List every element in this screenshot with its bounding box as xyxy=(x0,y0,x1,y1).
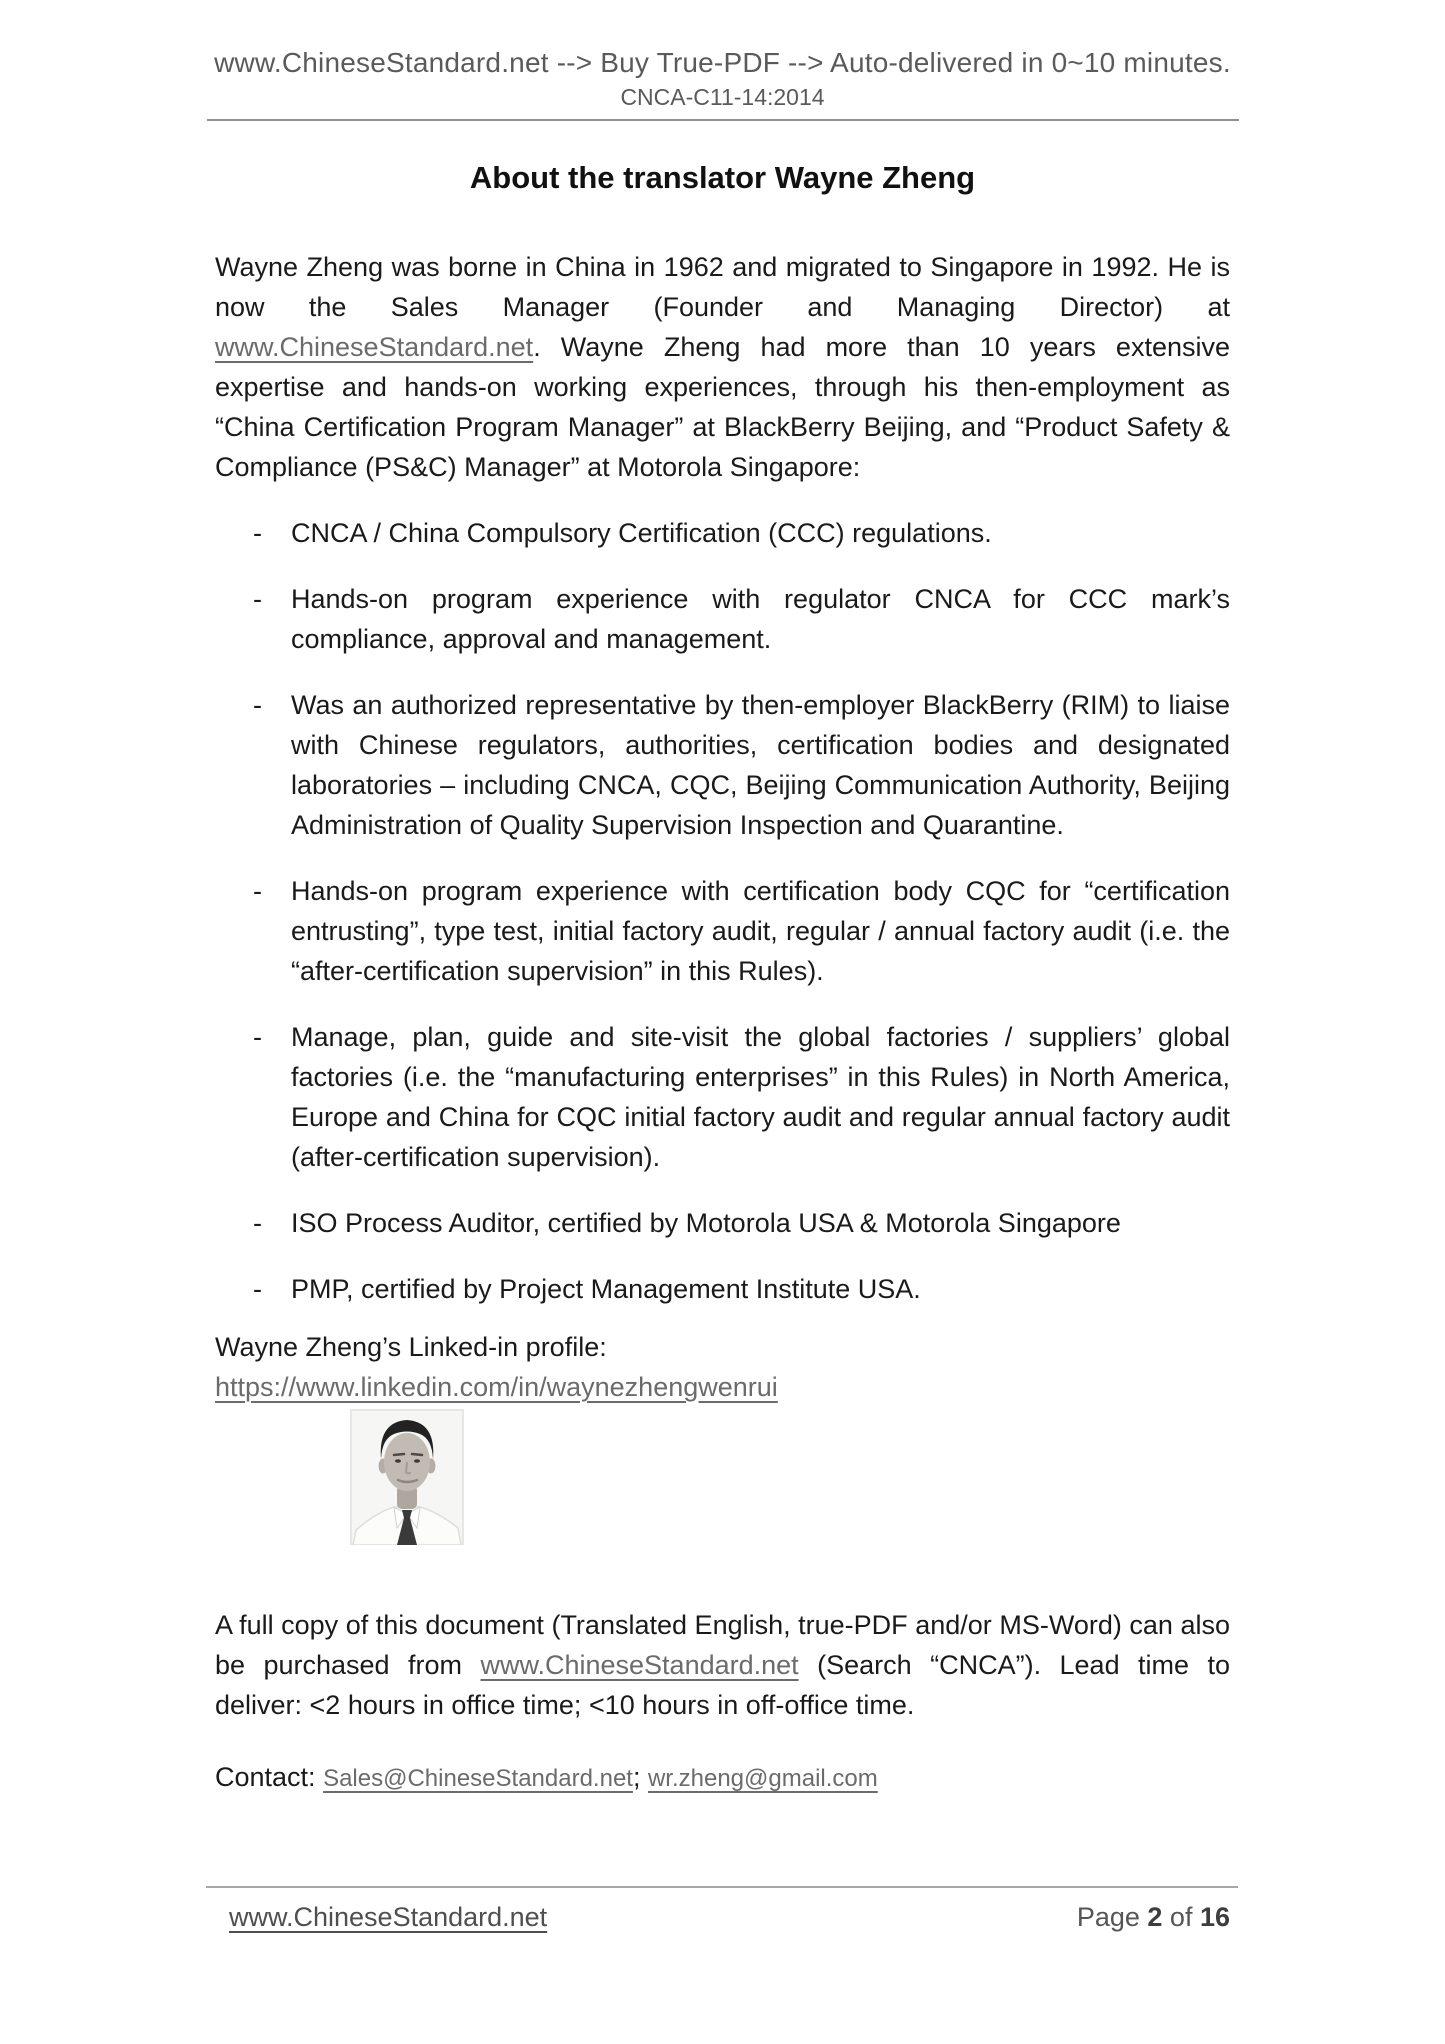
page-number xyxy=(1077,1899,1230,1935)
experience-list xyxy=(215,513,1230,1309)
page-header xyxy=(0,0,1445,121)
purchase-text-before: A full copy of this document (Translated English, true-PDF and/or MS-Word) can also be purchased from xyxy=(215,1610,1230,1680)
page-number-total: 16 xyxy=(1199,1902,1230,1932)
page-number-prefix: Page xyxy=(1076,1902,1148,1932)
list-item xyxy=(215,1269,1230,1309)
header-tagline: www.ChineseStandard.net --> Buy True-PDF --> Auto-delivered in 0~10 minutes. xyxy=(214,47,1231,78)
bullet-text: Hands-on program experience with regulator CNCA for CCC mark’s compliance, approval and management. xyxy=(291,584,1230,654)
intro-text-before: Wayne Zheng was borne in China in 1962 and migrated to Singapore in 1992. He is now the Sales Manager (Founder and Managing Director) at xyxy=(215,252,1230,322)
bullet-text: Was an authorized representative by then-employer BlackBerry (RIM) to liaise with Chinese regulators, authorities, certification bodies and designated laboratories – including CNCA, CQC, Beijing Communication Authority, Beijing Administration of Quality Supervision Inspection and Quarantine. xyxy=(291,690,1230,840)
header-doc-code: CNCA-C11-14:2014 xyxy=(620,84,825,110)
bullet-marker: - xyxy=(253,584,262,614)
bullet-marker: - xyxy=(253,1022,262,1052)
bullet-marker: - xyxy=(253,1208,262,1238)
portrait-photo xyxy=(350,1409,464,1545)
document-body xyxy=(215,159,1230,1799)
chinesestandard-link[interactable]: www.ChineseStandard.net xyxy=(215,332,534,362)
chinesestandard-link[interactable]: www.ChineseStandard.net xyxy=(480,1650,799,1680)
bullet-marker: - xyxy=(253,518,262,548)
contact-label: Contact: xyxy=(215,1762,324,1792)
portrait-photo-image xyxy=(350,1409,464,1545)
linkedin-link[interactable]: https://www.linkedin.com/in/waynezhengwenrui xyxy=(215,1372,778,1402)
bullet-text: Hands-on program experience with certification body CQC for “certification entrusting”, type test, initial factory audit, regular / annual factory audit (i.e. the “after-certification supervision” in this Rules). xyxy=(291,876,1230,986)
sales-email-link[interactable]: Sales@ChineseStandard.net xyxy=(323,1765,633,1792)
bullet-text: ISO Process Auditor, certified by Motorola USA & Motorola Singapore xyxy=(291,1208,1121,1238)
linkedin-label: Wayne Zheng’s Linked-in profile: xyxy=(215,1332,607,1362)
footer-site-link[interactable]: www.ChineseStandard.net xyxy=(229,1902,548,1932)
bullet-marker: - xyxy=(253,876,262,906)
list-item xyxy=(215,513,1230,553)
bullet-text: PMP, certified by Project Management Institute USA. xyxy=(291,1274,921,1304)
contact-line xyxy=(215,1757,1230,1799)
page-title: About the translator Wayne Zheng xyxy=(469,160,976,195)
bullet-marker: - xyxy=(253,690,262,720)
footer-divider xyxy=(206,1886,1238,1888)
header-divider xyxy=(207,119,1239,121)
intro-text-after: . Wayne Zheng had more than 10 years extensive expertise and hands-on working experiences, through his then-employment as “China Certification Program Manager” at BlackBerry Beijing, and “Product Safety & Compliance (PS&C) Manager” at Motorola Singapore: xyxy=(215,332,1230,482)
purchase-paragraph xyxy=(215,1605,1230,1725)
list-item xyxy=(215,871,1230,991)
list-item xyxy=(215,1017,1230,1177)
bullet-text: Manage, plan, guide and site-visit the global factories / suppliers’ global factories (i.e. the “manufacturing enterprises” in this Rules) in North America, Europe and China for CQC initial factory audit and regular annual factory audit (after-certification supervision). xyxy=(291,1022,1230,1172)
page-number-of: of xyxy=(1162,1902,1200,1932)
purchase-text-after: (Search “CNCA”). Lead time to deliver: <2 hours in office time; <10 hours in off-office time. xyxy=(215,1650,1230,1720)
bullet-text: CNCA / China Compulsory Certification (CCC) regulations. xyxy=(291,518,992,548)
intro-paragraph xyxy=(215,247,1230,487)
bullet-marker: - xyxy=(253,1274,262,1304)
list-item xyxy=(215,1203,1230,1243)
page-number-current: 2 xyxy=(1147,1902,1163,1932)
personal-email-link[interactable]: wr.zheng@gmail.com xyxy=(647,1765,878,1792)
contact-separator: ; xyxy=(632,1762,648,1792)
list-item xyxy=(215,579,1230,659)
list-item xyxy=(215,685,1230,845)
